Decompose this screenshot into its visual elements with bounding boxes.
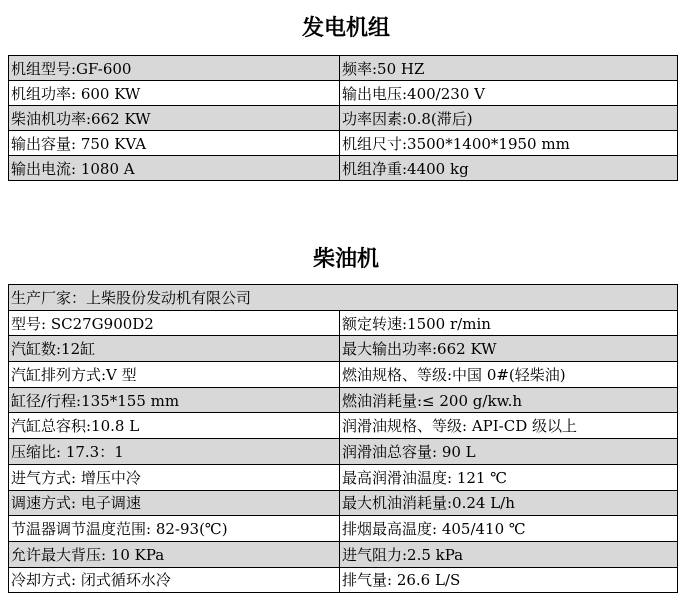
spec-cell: 机组净重:4400 kg: [340, 156, 678, 181]
spec-cell: 节温器调节温度范围: 82-93(℃): [9, 516, 340, 542]
spec-cell: 排烟最高温度: 405/410 ℃: [340, 516, 678, 542]
table-row: [9, 541, 678, 567]
spec-cell: 额定转速:1500 r/min: [340, 310, 678, 336]
spec-cell: 最高润滑油温度: 121 ℃: [340, 464, 678, 490]
spec-cell: 调速方式: 电子调速: [9, 490, 340, 516]
spec-cell: 机组功率: 600 KW: [9, 81, 340, 106]
table-row: [9, 567, 678, 593]
spec-cell: 润滑油总容量: 90 L: [340, 439, 678, 465]
spec-cell: 燃油规格、等级:中国 0#(轻柴油): [340, 362, 678, 388]
spec-cell: 润滑油规格、等级: API-CD 级以上: [340, 413, 678, 439]
table-row: [9, 439, 678, 465]
spec-cell: 冷却方式: 闭式循环水冷: [9, 567, 340, 593]
table-row: [9, 310, 678, 336]
spec-cell: 允许最大背压: 10 KPa: [9, 541, 340, 567]
generator-section-title: 发电机组: [301, 16, 390, 41]
engine-spec-table: [8, 284, 678, 593]
table-row: [9, 464, 678, 490]
table-row: [9, 106, 678, 131]
spec-cell: 进气方式: 增压中冷: [9, 464, 340, 490]
engine-section-title: 柴油机: [312, 247, 379, 272]
spec-cell: 汽缸总容积:10.8 L: [9, 413, 340, 439]
spec-cell: 输出电压:400/230 V: [340, 81, 678, 106]
table-row: [9, 516, 678, 542]
spec-cell: 最大输出功率:662 KW: [340, 336, 678, 362]
spec-cell: 燃油消耗量:≤ 200 g/kw.h: [340, 387, 678, 413]
table-row: [9, 362, 678, 388]
spec-cell: 压缩比: 17.3：1: [9, 439, 340, 465]
table-row: [9, 336, 678, 362]
spec-cell: 功率因素:0.8(滞后): [340, 106, 678, 131]
table-row: [9, 56, 678, 81]
table-row: [9, 285, 678, 311]
spec-cell: 进气阻力:2.5 kPa: [340, 541, 678, 567]
spec-cell: 型号: SC27G900D2: [9, 310, 340, 336]
manufacturer-cell: 生产厂家：上柴股份发动机有限公司: [9, 285, 678, 311]
spec-cell: 柴油机功率:662 KW: [9, 106, 340, 131]
table-row: [9, 156, 678, 181]
table-row: [9, 413, 678, 439]
spec-cell: 最大机油消耗量:0.24 L/h: [340, 490, 678, 516]
generator-spec-table: [8, 55, 678, 181]
spec-cell: 机组型号:GF-600: [9, 56, 340, 81]
spec-cell: 频率:50 HZ: [340, 56, 678, 81]
table-row: [9, 387, 678, 413]
spec-cell: 汽缸排列方式:V 型: [9, 362, 340, 388]
table-row: [9, 81, 678, 106]
spec-cell: 输出电流: 1080 A: [9, 156, 340, 181]
spec-cell: 排气量: 26.6 L/S: [340, 567, 678, 593]
spec-cell: 输出容量: 750 KVA: [9, 131, 340, 156]
spec-cell: 缸径/行程:135*155 mm: [9, 387, 340, 413]
table-row: [9, 131, 678, 156]
spec-cell: 汽缸数:12缸: [9, 336, 340, 362]
spec-cell: 机组尺寸:3500*1400*1950 mm: [340, 131, 678, 156]
table-row: [9, 490, 678, 516]
